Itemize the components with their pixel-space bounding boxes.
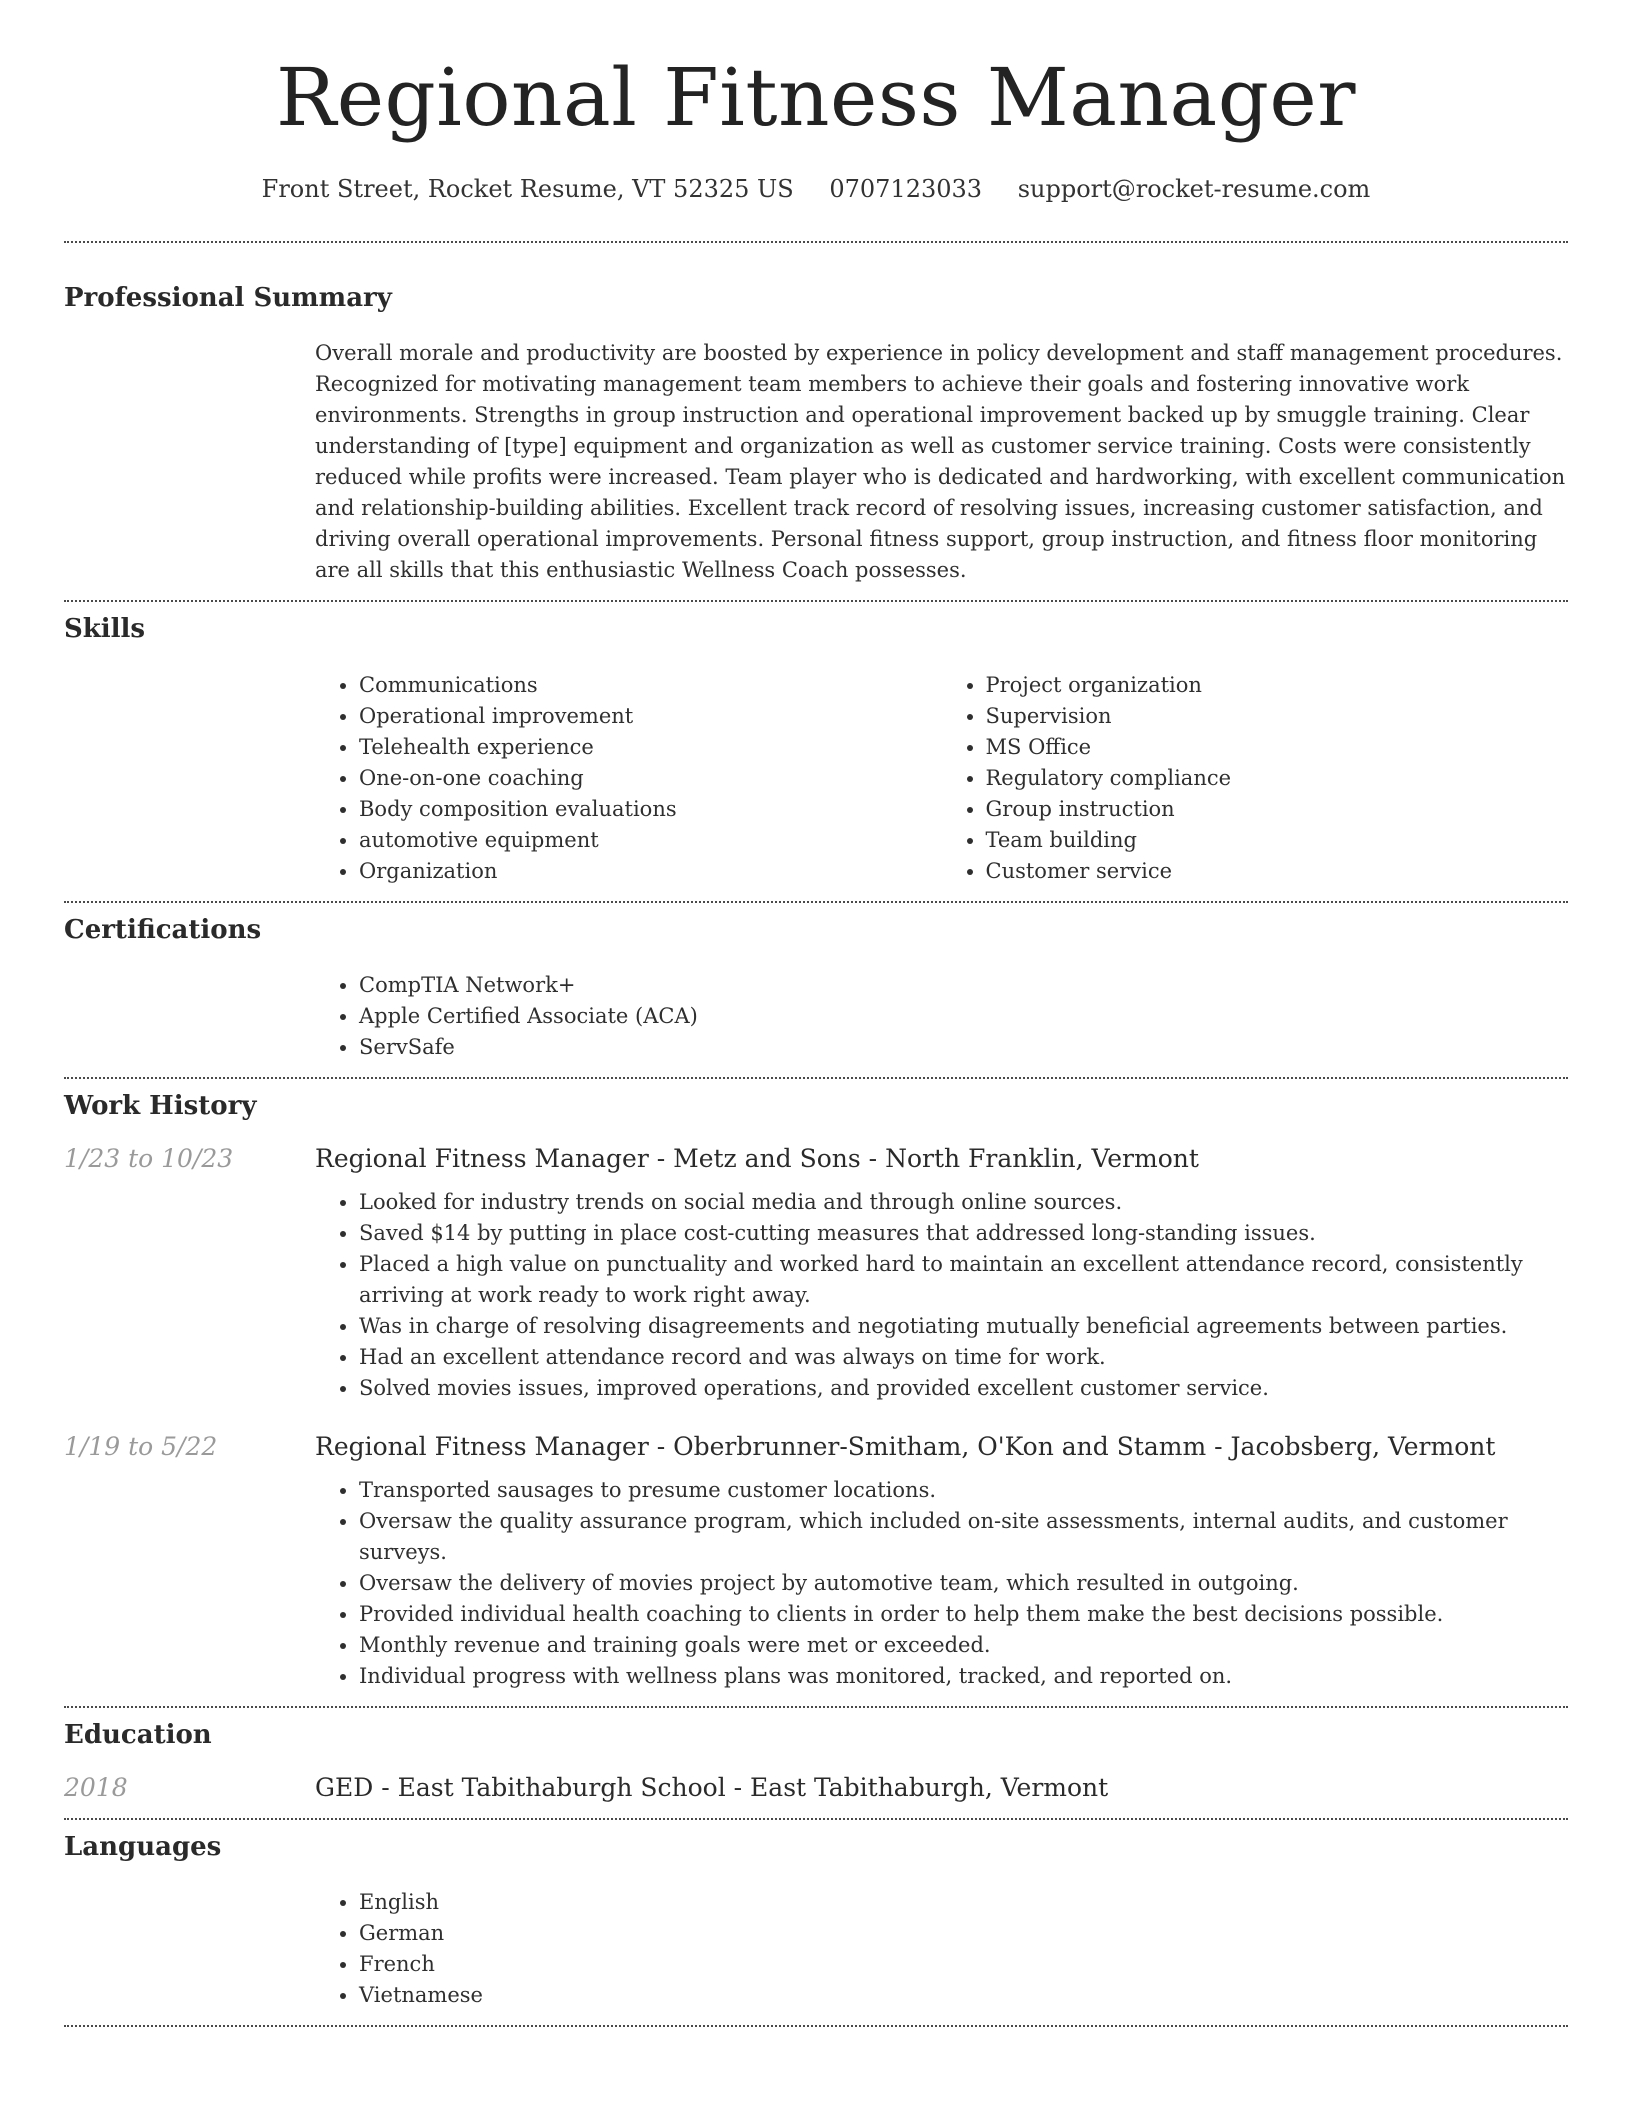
skill-item: • Supervision: [986, 701, 1569, 732]
skill-item: • Project organization: [986, 670, 1569, 701]
language-item: • French: [359, 1949, 1568, 1980]
resume-name: Regional Fitness Manager: [275, 51, 1357, 144]
job-bullets-wrap: [315, 1475, 1568, 1692]
skill-item: • One-on-one coaching: [359, 763, 942, 794]
job-bullet: • Oversaw the delivery of movies project by automotive team, which resulted in outgoing.: [359, 1568, 1568, 1599]
summary-text: Overall morale and productivity are boosted by experience in policy development and staff management procedures. Recognized for motivating management team members to achieve their goals and fostering innovative work environments. Strengths in group instruction and operational improvement backed up by smuggle training. Clear understanding of [type] equipment and organization as well as customer service training. Costs were consistently reduced while profits were increased. Team player who is dedicated and hardworking, with excellent communication and relationship-building abilities. Excellent track record of resolving issues, increasing customer satisfaction, and driving overall operational improvements. Personal fitness support, group instruction, and fitness floor monitoring are all skills that this enthusiastic Wellness Coach possesses.: [315, 341, 1566, 583]
skill-item: • Organization: [359, 856, 942, 887]
section-title-summary: Professional Summary: [64, 283, 392, 314]
skills-list-left: [315, 670, 942, 887]
job-bullet: • Oversaw the quality assurance program, which included on-site assessments, internal audits, and customer surveys.: [359, 1506, 1568, 1568]
job-bullet: • Monthly revenue and training goals were met or exceeded.: [359, 1630, 1568, 1661]
job-bullet: • Provided individual health coaching to clients in order to help them make the best decisions possible.: [359, 1599, 1568, 1630]
job-header: [64, 1144, 1568, 1173]
contact-phone: 0707123033: [829, 175, 983, 203]
job-bullet: • Solved movies issues, improved operations, and provided excellent customer service.: [359, 1373, 1568, 1404]
job-bullets: [315, 1475, 1568, 1692]
skill-item: • MS Office: [986, 732, 1569, 763]
section-divider: [64, 2025, 1568, 2027]
job-entry: [64, 1144, 1568, 1404]
language-item: • German: [359, 1918, 1568, 1949]
skill-item: • Customer service: [986, 856, 1569, 887]
education-date: 2018: [64, 1773, 128, 1803]
skill-item: • Body composition evaluations: [359, 794, 942, 825]
job-bullet: • Saved $14 by putting in place cost-cutting measures that addressed long-standing issues.: [359, 1218, 1568, 1249]
languages-section: [64, 1820, 1568, 2025]
job-bullet: • Looked for industry trends on social media and through online sources.: [359, 1187, 1568, 1218]
skill-item: • Group instruction: [986, 794, 1569, 825]
job-entry: [64, 1432, 1568, 1692]
languages-list: [315, 1887, 1568, 2011]
contact-address: Front Street, Rocket Resume, VT 52325 US: [261, 175, 794, 203]
work-history-section: [64, 1079, 1568, 1706]
education-heading: GED - East Tabithaburgh School - East Tabithaburgh, Vermont: [315, 1773, 1109, 1803]
job-date: 1/19 to 5/22: [64, 1431, 218, 1461]
skills-columns: [315, 670, 1568, 887]
skill-item: • automotive equipment: [359, 825, 942, 856]
job-bullet: • Placed a high value on punctuality and worked hard to maintain an excellent attendance record, consistently arriving at work ready to work right away.: [359, 1249, 1568, 1311]
language-item: • Vietnamese: [359, 1980, 1568, 2011]
education-entry: [64, 1773, 1568, 1802]
certifications-section: [64, 903, 1568, 1077]
job-heading: Regional Fitness Manager - Oberbrunner-Smitham, O'Kon and Stamm - Jacobsberg, Vermont: [315, 1431, 1496, 1461]
job-bullet: • Transported sausages to presume customer locations.: [359, 1475, 1568, 1506]
skill-item: • Communications: [359, 670, 942, 701]
languages-list-wrap: [315, 1887, 1568, 2011]
section-title-languages: Languages: [64, 1832, 222, 1863]
certification-item: • ServSafe: [359, 1032, 1568, 1063]
language-item: • English: [359, 1887, 1568, 1918]
job-bullet: • Individual progress with wellness plans was monitored, tracked, and reported on.: [359, 1661, 1568, 1692]
job-heading: Regional Fitness Manager - Metz and Sons - North Franklin, Vermont: [315, 1143, 1199, 1173]
section-title-certifications: Certifications: [64, 914, 262, 945]
skills-list-right: [942, 670, 1569, 887]
summary-section: [64, 243, 1568, 600]
job-bullets: [315, 1187, 1568, 1404]
job-date: 1/23 to 10/23: [64, 1143, 234, 1173]
skill-item: • Team building: [986, 825, 1569, 856]
contact-email[interactable]: support@rocket-resume.com: [1017, 175, 1371, 203]
section-title-education: Education: [64, 1719, 212, 1750]
job-header: [64, 1432, 1568, 1461]
section-title-work-history: Work History: [64, 1090, 257, 1121]
education-section: [64, 1708, 1568, 1818]
job-bullet: • Had an excellent attendance record and was always on time for work.: [359, 1342, 1568, 1373]
certification-item: • Apple Certified Associate (ACA): [359, 1001, 1568, 1032]
certifications-list: [315, 970, 1568, 1063]
contact-line: [64, 174, 1568, 205]
job-bullet: • Was in charge of resolving disagreements and negotiating mutually beneficial agreements between parties.: [359, 1311, 1568, 1342]
certifications-list-wrap: [315, 970, 1568, 1063]
job-bullets-wrap: [315, 1187, 1568, 1404]
certification-item: • CompTIA Network+: [359, 970, 1568, 1001]
skill-item: • Telehealth experience: [359, 732, 942, 763]
skills-section: [64, 602, 1568, 900]
skill-item: • Regulatory compliance: [986, 763, 1569, 794]
section-title-skills: Skills: [64, 614, 146, 645]
skill-item: • Operational improvement: [359, 701, 942, 732]
